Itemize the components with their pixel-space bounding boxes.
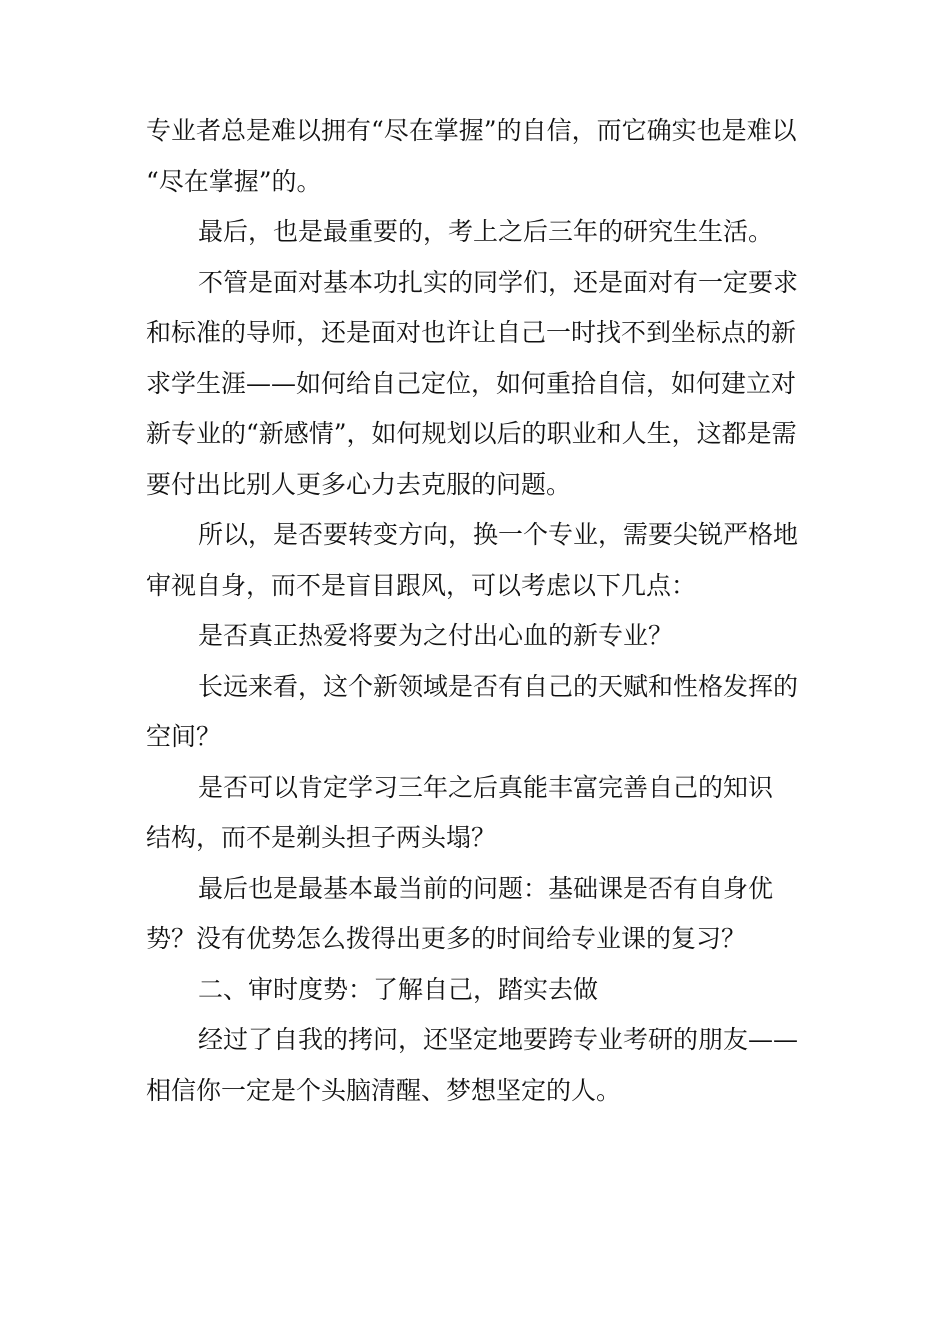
- text-line: 长远来看，这个新领域是否有自己的天赋和性格发挥的: [198, 671, 799, 701]
- text-line: 新专业的“新感情”，如何规划以后的职业和人生，这都是需: [146, 419, 797, 448]
- text-line: 审视自身，而不是盲目跟风，可以考虑以下几点：: [146, 570, 697, 600]
- text-line: 空间？: [146, 722, 222, 751]
- text-line: 结构，而不是剃头担子两头塌？: [146, 823, 497, 852]
- text-line: 专业者总是难以拥有“尽在掌握”的自信，而它确实也是难以: [146, 116, 797, 145]
- document-body: [146, 106, 810, 1116]
- text-line: 要付出比别人更多心力去克服的问题。: [146, 469, 572, 499]
- text-line: 和标准的导师，还是面对也许让自己一时找不到坐标点的新: [146, 318, 797, 347]
- text-line: 求学生涯——如何给自己定位，如何重拾自信，如何建立对: [146, 368, 797, 398]
- text-line: 最后，也是最重要的，考上之后三年的研究生生活。: [198, 217, 774, 246]
- text-line: 经过了自我的拷问，还坚定地要跨专业考研的朋友——: [198, 1025, 799, 1054]
- section-heading: 二、审时度势：了解自己，踏实去做: [198, 974, 599, 1004]
- text-line: 相信你一定是个头脑清醒、梦想坚定的人。: [146, 1075, 622, 1105]
- text-line: 最后也是最基本最当前的问题：基础课是否有自身优: [198, 873, 774, 903]
- text-line: 势？没有优势怎么拨得出更多的时间给专业课的复习？: [146, 924, 747, 953]
- text-line: “尽在掌握”的。: [146, 166, 322, 196]
- text-line: 不管是面对基本功扎实的同学们，还是面对有一定要求: [198, 267, 799, 297]
- text-line: 是否可以肯定学习三年之后真能丰富完善自己的知识: [198, 772, 774, 802]
- text-line: 是否真正热爱将要为之付出心血的新专业？: [198, 621, 674, 650]
- text-line: 所以，是否要转变方向，换一个专业，需要尖锐严格地: [198, 520, 799, 549]
